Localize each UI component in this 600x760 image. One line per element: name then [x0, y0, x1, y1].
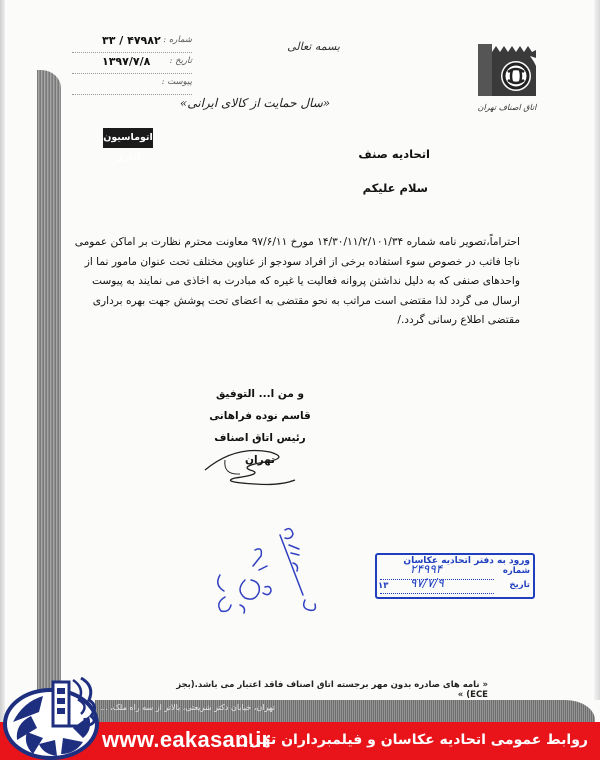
banner-title: روابط عمومی اتحادیه عکاسان و فیلمبرداران تهران [236, 732, 588, 748]
footer-address: تهران، خیابان دکتر شریعتی، بالاتر از سه راه ملک، ... [100, 703, 275, 712]
greeting: سلام علیکم [362, 181, 428, 195]
recipient: اتحادیه صنف [358, 147, 430, 161]
meta-number-value: ۳۳ / ۴۷۹۸۲ [102, 34, 161, 47]
body-line: ناجا فاتب در خصوص سوء استفاده برخی از افراد سودجو از عناوین مختلف تحت عنوان مامور نما از [84, 255, 520, 268]
year-slogan: «سال حمایت از کالای ایرانی» [179, 96, 331, 110]
body-line: واحدهای صنفی که به دلیل نداشتن پروانه فعالیت یا غیره که مبادرت به اخاذی می نمایند به پیوست [91, 275, 520, 287]
letterhead-side-bar [37, 70, 61, 695]
basmala: بسمه تعالی [287, 40, 340, 53]
letter-body [60, 233, 520, 331]
body-line: مقتضی اطلاع رسانی گردد./ [397, 314, 520, 326]
meta-date-value: ۱۳۹۷/۷/۸ [102, 55, 151, 68]
signer-title: رئیس اتاق اصناف تهران [214, 432, 306, 466]
handwritten-note-icon [185, 515, 325, 625]
banner-url[interactable]: www.eakasan.ir [102, 727, 271, 752]
signature-scribble-icon [195, 440, 305, 490]
guild-chamber-logo-icon [478, 44, 536, 96]
receipt-number-label: شماره [502, 566, 530, 576]
receipt-stamp-title: ورود به دفتر اتحادیه عکاسان [403, 556, 530, 566]
meta-date-label: تاریخ : [169, 56, 192, 66]
receipt-date-value: ۹۷/۷/۹ [410, 576, 444, 590]
meta-number [72, 32, 192, 53]
receipt-date-prefix: ۱۳ [378, 581, 389, 591]
meta-attachment-label: پیوست : [161, 77, 192, 87]
meta-number-label: شماره : [163, 35, 192, 45]
letter-meta [72, 32, 192, 95]
paper-right-edge [594, 0, 600, 700]
signer-name: قاسم نوده فراهانی [209, 410, 311, 422]
meta-date [72, 53, 192, 74]
body-line: ارسال می گردد لذا مقتضی است مراتب به نحو مقتضی به اعضای تحت پوشش جهت بهره برداری [92, 294, 520, 307]
logo-caption: اتاق اصناف تهران [477, 103, 537, 112]
receipt-stamp [375, 553, 535, 599]
receipt-date-row [378, 576, 530, 594]
paper-edge [0, 0, 5, 760]
photographers-union-emblem-icon [3, 672, 105, 760]
automation-tag: اتوماسیون اداری [103, 128, 153, 148]
body-line: احتراماً،تصویر نامه شماره ۱۴/۳۰/۱۱/۲/۱۰۱/۳۴ مورخ ۹۷/۶/۱۱ معاونت محترم نظارت بر اماکن عمومی [74, 236, 520, 248]
validity-notice: « نامه های صادره بدون مهر برجسته اتاق اصناف فاقد اعتبار می باشد.(بجز ECE) » [176, 680, 488, 700]
closing-phrase: و من ا... التوفیق [215, 388, 305, 400]
meta-attachment [72, 74, 192, 95]
receipt-number-value: ۲۴۹۹۴ [410, 562, 443, 576]
receipt-date-label: تاریخ [509, 580, 530, 590]
